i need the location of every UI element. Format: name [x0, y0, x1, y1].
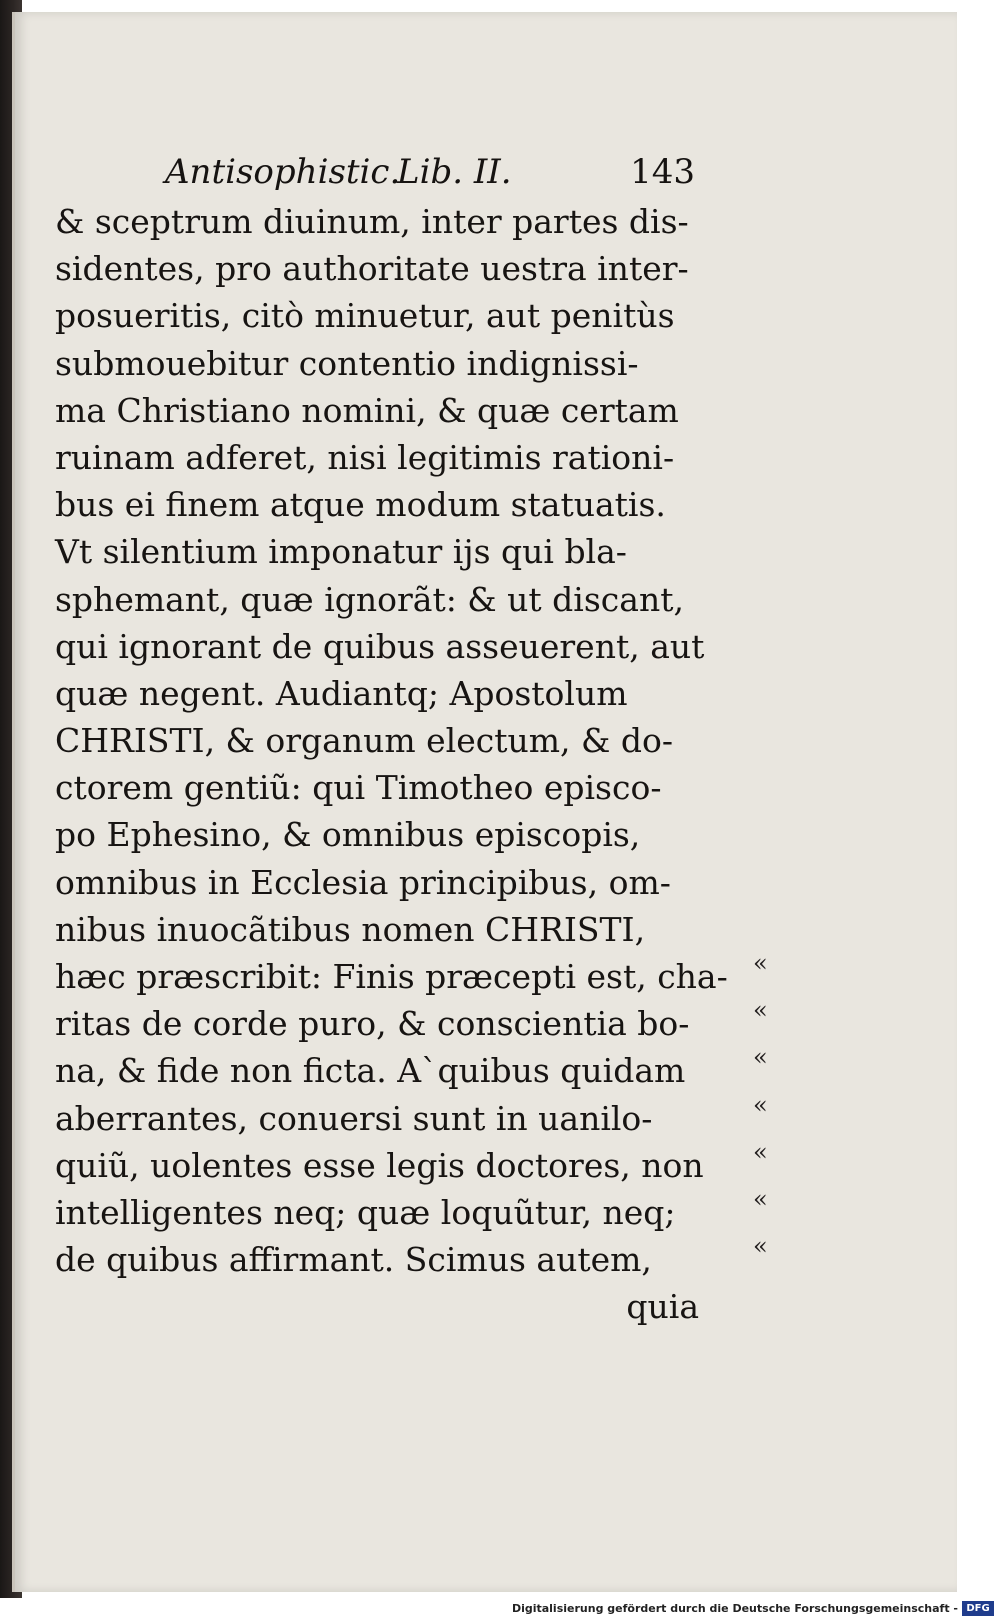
- running-head-book: Lib. II.: [397, 152, 512, 192]
- text-line: nibus inuocãtibus nomen CHRISTI,: [55, 909, 646, 949]
- text-line: & sceptrum diuinum, inter partes dis-: [55, 202, 689, 241]
- text-line: aberrantes, conuersi sunt in uanilo-: [55, 1098, 653, 1138]
- dfg-logo: DFG: [962, 1601, 994, 1616]
- quote-mark: «: [753, 1043, 768, 1071]
- text-line: ctorem gentiũ: qui Timotheo episco-: [55, 768, 662, 808]
- text-line: qui ignorant de quibus asseuerent, aut: [55, 626, 705, 666]
- quote-mark: «: [753, 1232, 768, 1260]
- text-line: po Ephesino, & omnibus episcopis,: [55, 815, 641, 855]
- text-line: posueritis, citò minuetur, aut penitùs: [55, 296, 675, 336]
- page-number: 143: [630, 152, 695, 192]
- catchword: quia: [626, 1287, 699, 1327]
- text-line: de quibus affirmant. Scimus autem,: [55, 1240, 652, 1280]
- text-line: intelligentes neq; quæ loquũtur, neq;: [55, 1192, 676, 1232]
- text-line: omnibus in Ecclesia principibus, om-: [55, 862, 671, 902]
- text-line: sidentes, pro authoritate uestra inter-: [55, 249, 689, 289]
- text-line: Vt silentium imponatur ijs qui bla-: [55, 532, 627, 572]
- quote-mark: «: [753, 996, 768, 1024]
- text-line: ma Christiano nomini, & quæ certam: [55, 390, 679, 430]
- text-line: CHRISTI, & organum electum, & do-: [55, 721, 674, 761]
- text-line: submouebitur contentio indignissi-: [55, 343, 639, 383]
- book-page: [12, 12, 957, 1592]
- quote-mark: «: [753, 949, 768, 977]
- text-line: bus ei finem atque modum statuatis.: [55, 485, 666, 525]
- text-line: sphemant, quæ ignorãt: & ut discant,: [55, 579, 684, 619]
- text-line: hæc præscribit: Finis præcepti est, cha-: [55, 957, 728, 996]
- quote-mark: «: [753, 1138, 768, 1166]
- text-line: ruinam adferet, nisi legitimis rationi-: [55, 437, 675, 477]
- quote-mark: «: [753, 1185, 768, 1213]
- page-inner: [15, 12, 957, 1592]
- text-line: na, & fide non ficta. A`quibus quidam: [55, 1051, 686, 1091]
- text-line: quæ negent. Audiantq; Apostolum: [55, 673, 628, 713]
- text-line: quiũ, uolentes esse legis doctores, non: [55, 1145, 704, 1185]
- quote-mark: «: [753, 1091, 768, 1119]
- running-head: [165, 152, 695, 196]
- text-block: [55, 198, 768, 1331]
- text-line: ritas de corde puro, & conscientia bo-: [55, 1004, 690, 1044]
- running-head-title: Antisophistic.: [165, 152, 401, 192]
- digitization-credit: Digitalisierung gefördert durch die Deutsche Forschungsgemeinschaft -: [511, 1602, 958, 1615]
